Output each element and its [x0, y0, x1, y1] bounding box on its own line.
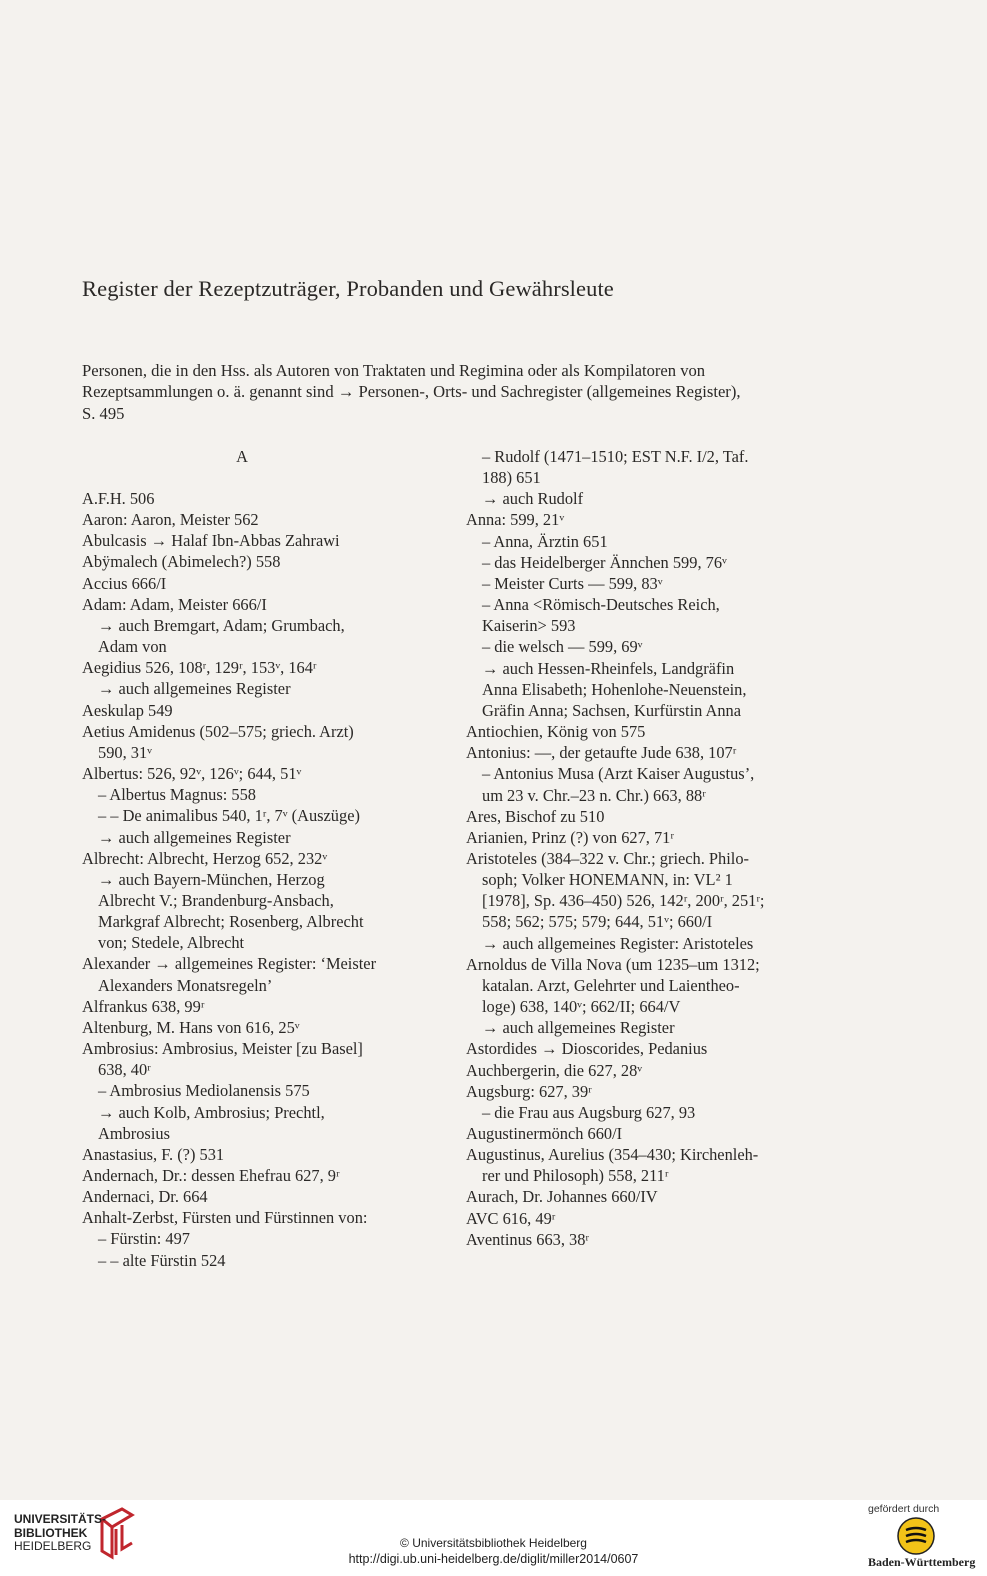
register-entry: – Antonius Musa (Arzt Kaiser Augustus’, — [482, 764, 755, 784]
section-letter: A — [236, 447, 248, 466]
register-entry: Gräfin Anna; Sachsen, Kurfürstin Anna — [482, 700, 742, 720]
intro-line: Rezeptsammlungen o. ä. genannt sind → Personen-, Orts- und Sachregister (allgemeines Register), — [82, 382, 741, 402]
intro-line: Personen, die in den Hss. als Autoren von Traktaten und Regimina oder als Kompilatoren von — [82, 361, 706, 380]
register-entry: Alexanders Monatsregeln’ — [98, 975, 273, 995]
register-entry: Arnoldus de Villa Nova (um 1235–um 1312; — [466, 954, 760, 974]
register-entry: Anastasius, F. (?) 531 — [82, 1144, 225, 1164]
state-name: Baden-Württemberg — [868, 1555, 976, 1569]
register-entry: Ares, Bischof zu 510 — [466, 806, 605, 826]
register-entry: Anna Elisabeth; Hohenlohe-Neuenstein, — [482, 679, 747, 699]
register-entry: Ambrosius: Ambrosius, Meister [zu Basel] — [82, 1039, 363, 1059]
register-entry: Kaiserin> 593 — [482, 616, 576, 636]
register-entry: – – alte Fürstin 524 — [98, 1250, 226, 1270]
register-entry: – die Frau aus Augsburg 627, 93 — [482, 1102, 696, 1122]
register-entry: Andernaci, Dr. 664 — [82, 1187, 208, 1207]
register-entry: Abulcasis → Halaf Ibn-Abbas Zahrawi — [82, 531, 340, 551]
register-entry: → auch allgemeines Register — [98, 827, 291, 847]
register-entry: – Fürstin: 497 — [98, 1229, 190, 1249]
register-entry: → auch Rudolf — [482, 489, 584, 509]
register-entry: soph; Volker HONEMANN, in: VL² 1 — [482, 870, 733, 890]
library-name-line: HEIDELBERG — [14, 1539, 92, 1553]
library-name-line: BIBLIOTHEK — [14, 1525, 88, 1540]
register-entry: → auch allgemeines Register — [98, 679, 291, 699]
register-entry: Aventinus 663, 38ʳ — [466, 1229, 589, 1249]
page-title: Register der Rezeptzuträger, Probanden und Gewährsleute — [82, 276, 614, 301]
register-entry: – – De animalibus 540, 1ʳ, 7ᵛ (Auszüge) — [98, 806, 360, 826]
register-entry: Aristoteles (384–322 v. Chr.; griech. Philo- — [466, 848, 750, 868]
register-entry: um 23 v. Chr.–23 n. Chr.) 663, 88ʳ — [482, 785, 706, 805]
state-coat-of-arms-icon — [896, 1516, 936, 1556]
register-entry: → auch Bremgart, Adam; Grumbach, — [98, 615, 345, 635]
register-entry: Albrecht V.; Brandenburg-Ansbach, — [98, 890, 334, 910]
permalink-url[interactable]: http://digi.ub.uni-heidelberg.de/diglit/miller2014/0607 — [348, 1552, 639, 1566]
register-entry: – Ambrosius Mediolanensis 575 — [98, 1081, 310, 1101]
register-entry: AVC 616, 49ʳ — [466, 1208, 556, 1228]
register-entry: Antiochien, König von 575 — [466, 722, 646, 742]
register-entry: 188) 651 — [482, 468, 541, 488]
register-entry: Antonius: —, der getaufte Jude 638, 107ʳ — [466, 743, 737, 763]
register-column-left — [82, 446, 402, 1271]
register-entry: Alfrankus 638, 99ʳ — [82, 996, 205, 1016]
register-entry: Auchbergerin, die 627, 28ᵛ — [466, 1060, 643, 1080]
register-entry: 590, 31ᵛ — [98, 742, 152, 762]
register-entry: – die welsch — 599, 69ᵛ — [482, 637, 643, 657]
register-entry: → auch allgemeines Register — [482, 1018, 675, 1038]
funded-by-label: gefördert durch — [868, 1503, 940, 1515]
library-name-line: UNIVERSITÄTS- — [14, 1512, 107, 1526]
register-entry: Adam: Adam, Meister 666/I — [82, 594, 267, 614]
register-entry: von; Stedele, Albrecht — [98, 933, 245, 953]
register-entry: – Rudolf (1471–1510; EST N.F. I/2, Taf. — [482, 447, 749, 466]
register-entry: Arianien, Prinz (?) von 627, 71ʳ — [466, 827, 674, 847]
register-entry: [1978], Sp. 436–450) 526, 142ʳ, 200ʳ, 251ʳ; — [482, 891, 765, 911]
register-entry: rer und Philosoph) 558, 211ʳ — [482, 1166, 669, 1186]
register-entry: Aaron: Aaron, Meister 562 — [82, 510, 259, 530]
intro-paragraph — [82, 360, 782, 424]
register-entry: → auch Hessen-Rheinfels, Landgräfin — [482, 658, 735, 678]
register-entry: – Anna, Ärztin 651 — [482, 531, 608, 551]
register-entry: katalan. Arzt, Gelehrter und Laientheo- — [482, 975, 740, 995]
register-entry: Markgraf Albrecht; Rosenberg, Albrecht — [98, 912, 364, 932]
register-entry: 558; 562; 575; 579; 644, 51ᵛ; 660/I — [482, 912, 713, 932]
register-entry: → auch Bayern-München, Herzog — [98, 869, 325, 889]
register-entry: Abÿmalech (Abimelech?) 558 — [82, 552, 281, 572]
register-entry: Adam von — [98, 637, 167, 657]
register-entry: Aurach, Dr. Johannes 660/IV — [466, 1187, 658, 1207]
register-entry: A.F.H. 506 — [82, 489, 155, 508]
register-entry: Augustinus, Aurelius (354–430; Kirchenleh- — [466, 1145, 759, 1165]
register-entry: Albrecht: Albrecht, Herzog 652, 232ᵛ — [82, 848, 328, 868]
register-entry: Augustinermönch 660/I — [466, 1124, 623, 1143]
register-entry: Anna: 599, 21ᵛ — [466, 510, 565, 530]
register-entry: – Meister Curts — 599, 83ᵛ — [482, 573, 663, 593]
register-entry: Alexander → allgemeines Register: ‘Meister — [82, 954, 377, 974]
register-entry: – Albertus Magnus: 558 — [98, 785, 256, 805]
register-entry: Albertus: 526, 92ᵛ, 126ᵛ; 644, 51ᵛ — [82, 764, 302, 784]
register-entry: Altenburg, M. Hans von 616, 25ᵛ — [82, 1017, 300, 1037]
register-entry: loge) 638, 140ᵛ; 662/II; 664/V — [482, 997, 681, 1017]
register-entry: Andernach, Dr.: dessen Ehefrau 627, 9ʳ — [82, 1166, 340, 1185]
register-entry: Ambrosius — [98, 1123, 170, 1143]
intro-line: S. 495 — [82, 403, 125, 423]
register-entry: → auch Kolb, Ambrosius; Prechtl, — [98, 1102, 325, 1122]
register-entry: Augsburg: 627, 39ʳ — [466, 1081, 592, 1101]
copyright-notice: © Universitätsbibliothek Heidelberg — [400, 1536, 587, 1550]
register-entry: Aetius Amidenus (502–575; griech. Arzt) — [82, 721, 354, 741]
register-entry: Astordides → Dioscorides, Pedanius — [466, 1039, 708, 1059]
register-entry: – das Heidelberger Ännchen 599, 76ᵛ — [482, 552, 727, 572]
register-entry: Accius 666/I — [82, 573, 167, 593]
register-entry: → auch allgemeines Register: Aristoteles — [482, 933, 754, 953]
register-entry: 638, 40ʳ — [98, 1060, 151, 1080]
register-column-right — [466, 446, 786, 1250]
register-entry: Aegidius 526, 108ʳ, 129ʳ, 153ᵛ, 164ʳ — [82, 658, 317, 678]
register-entry: Aeskulap 549 — [82, 700, 173, 720]
register-entry: Anhalt-Zerbst, Fürsten und Fürstinnen von: — [82, 1208, 368, 1228]
register-entry: – Anna <Römisch-Deutsches Reich, — [482, 595, 720, 615]
